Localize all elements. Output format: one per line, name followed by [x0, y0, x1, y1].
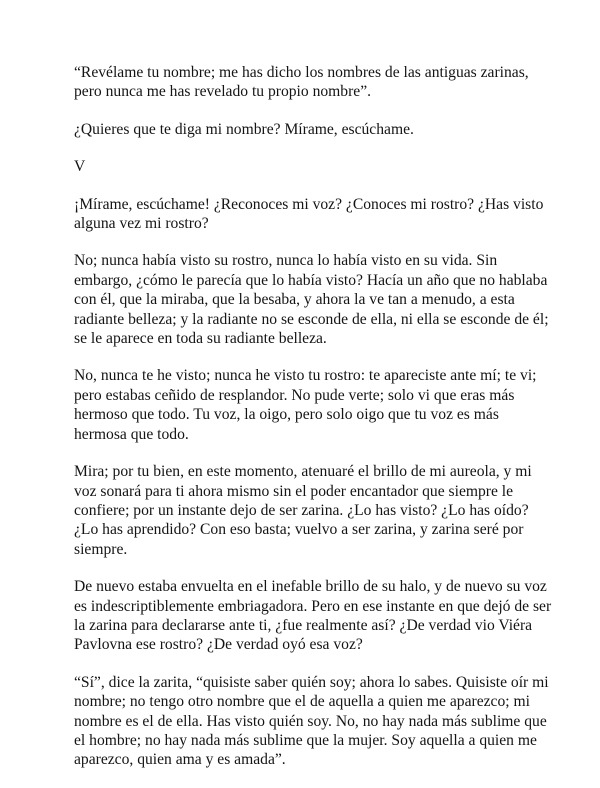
paragraph-6: Mira; por tu bien, en este momento, atenuaré el brillo de mi aureola, y mi voz sonará para ti ahora mismo sin el poder encantador que siempre le confiere; por un instante dejo de ser zarina. ¿Lo has visto? ¿Lo has oído? ¿Lo has aprendido? Con eso basta; vuelvo a ser zarina, y zarina seré por siempre. — [74, 463, 532, 558]
paragraph-4: No; nunca había visto su rostro, nunca lo había visto en su vida. Sin embargo, ¿cómo le parecía que lo había visto? Hacía un año que no hablaba con él, que la miraba, que la besaba, y ahora la ve tan a menudo, a esta radiante belleza; y la radiante no se esconde de ella, ni ella se esconde de él; se le aparece en toda su radiante belleza. — [74, 252, 549, 348]
paragraph-8: “Sí”, dice la zarita, “quisiste saber quién soy; ahora lo sabes. Quisiste oír mi nombre; no tengo otro nombre que el de aquella a quien me aparezco; mi nombre es el de ella. Has visto quién soy. No, no hay nada más sublime que el hombre; no hay nada más sublime que la mujer. Soy aquella a quien me aparezco, quien ama y es amada”. — [74, 673, 549, 769]
document-page — [74, 63, 554, 788]
paragraph-3: ¡Mírame, escúchame! ¿Reconoces mi voz? ¿Conoces mi rostro? ¿Has visto alguna vez mi rostro? — [74, 195, 544, 233]
paragraph-2: ¿Quieres que te diga mi nombre? Mírame, escúchame. — [74, 120, 414, 138]
paragraph-1: “Revélame tu nombre; me has dicho los nombres de las antiguas zarinas, pero nunca me has revelado tu propio nombre”. — [74, 64, 529, 101]
section-heading: V — [74, 158, 86, 176]
paragraph-7: De nuevo estaba envuelta en el inefable brillo de su halo, y de nuevo su voz es indescriptiblemente embriagadora. Pero en ese instante en que dejó de ser la zarina para declararse ante ti, ¿fue realmente así? ¿De verdad vio Viéra Pavlovna ese rostro? ¿De verdad oyó esa voz? — [74, 578, 552, 654]
paragraph-5: No, nunca te he visto; nunca he visto tu rostro: te apareciste ante mí; te vi; pero estabas ceñido de resplandor. No pude verte; solo vi que eras más hermoso que todo. Tu voz, la oigo, pero solo oigo que tu voz es más hermosa que todo. — [74, 367, 537, 443]
